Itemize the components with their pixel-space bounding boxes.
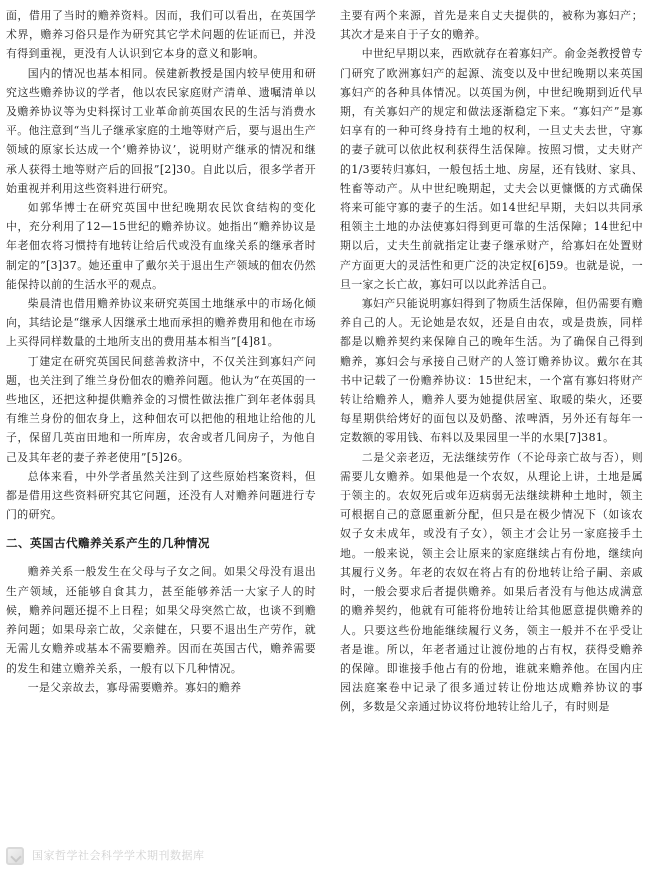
paragraph: 中世纪早期以来，西欧就存在着寡妇产。俞金尧教授曾专门研究了欧洲寡妇产的起源、流变以及中世纪晚期以来英国寡妇产的各种具体情况。以英国为例，中世纪晚期到近代早期，有关寡妇产的规定和做法逐渐稳定下来。“寡妇产”是寡妇享有的一种可终身持有土地的权利，一旦丈夫去世，守寡的妻子就可以依此权利获得生活保障。按照习惯，丈夫财产的1/3要转归寡妇，一般包括土地、房屋，还有钱财、家具、牲畜等动产。从中世纪晚期起，丈夫会以更慷慨的方式确保将来可能守寡的妻子的生活。如14世纪早期，夫妇以共同承租领主土地的办法使寡妇得到更可靠的生活保障；14世纪中期以后，丈夫生前就指定让妻子继承财产，给寡妇在处置财产方面更大的灵活性和更广泛的决定权[6]59。也就是说，一旦一家之长亡故，寡妇可以以此养活自己。 <box>340 47 643 291</box>
paragraph: 主要有两个来源，首先是来自丈夫提供的，被称为寡妇产；其次才是来自于子女的赡养。 <box>340 9 643 42</box>
page-footer <box>0 843 655 869</box>
paragraph: 丁建定在研究英国民间慈善救济中，不仅关注到寡妇产问题，也关注到了维兰身份佃农的赡养问题。他认为“在英国的一些地区，还把这种提供赡养金的习惯性做法推广到年老体弱具有维兰身份的佃农身上，这种佃农可以把他的租地让给他的儿子，保留几英亩田地和一所库房，农舍或者几间房子，为他自己及其年老的妻子养老使用”[5]26。 <box>6 354 316 464</box>
paragraph: 寡妇产只能说明寡妇得到了物质生活保障，但仍需要有赡养自己的人。无论她是农奴，还是自由农，或是贵族，同样都是以赡养契约来保障自己的晚年生活。为了确保自己得到赡养，寡妇会与承接自己财产的人签订赡养协议。戴尔在其书中记载了一份赡养协议：15世纪末，一个富有寡妇将财产转让给赡养人，赡养人要为她提供居室、取暖的柴火，还要每星期供给烤好的面包以及奶酪、浓啤酒，另外还有每年一定数额的零用钱、布料以及果园里一半的水果[7]381。 <box>340 297 643 445</box>
paragraph: 如郭华博士在研究英国中世纪晚期农民饮食结构的变化中，充分利用了12—15世纪的赡养协议。她指出“赡养协议是年老佃农将习惯持有地转让给后代或没有血缘关系的继承者时制定的”[3]37。她还重申了戴尔关于退出生产领域的佃农仍然能保持以前的生活水平的观点。 <box>6 201 316 291</box>
paragraph: 赡养关系一般发生在父母与子女之间。如果父母没有退出生产领域，还能够自食其力，甚至能够养活一大家子人的时候，赡养问题还提不上日程；如果父母突然亡故，也谈不到赡养问题；如果母亲亡故，父亲健在，只要不退出生产劳作，就无需儿女赡养或基本不需要赡养。因而在英国古代，赡养需要的发生和建立赡养关系，一般有以下几种情况。 <box>6 565 316 675</box>
right-column <box>340 6 643 717</box>
paragraph: 面，借用了当时的赡养资料。因而，我们可以看出，在英国学术界，赡养习俗只是作为研究其它学术问题的佐证而已，并没有得到重视，更没有人认识到它本身的意义和影响。 <box>6 9 316 61</box>
left-column <box>6 6 316 697</box>
watermark: 国家哲学社会科学学术期刊数据库 <box>32 849 205 862</box>
paragraph: 柴晨清也借用赡养协议来研究英国土地继承中的市场化倾向，其结论是“继承人因继承土地而承担的赡养费用和他在市场上买得同样数量的土地所支出的费用基本相当”[4]81。 <box>6 297 316 349</box>
paragraph: 总体来看，中外学者虽然关注到了这些原始档案资料，但都是借用这些资料研究其它问题，还没有人对赡养问题进行专门的研究。 <box>6 469 316 522</box>
paragraph: 一是父亲故去，寡母需要赡养。寡妇的赡养 <box>27 680 242 694</box>
database-logo-icon <box>6 847 24 865</box>
paragraph: 二是父亲老迈，无法继续劳作（不论母亲亡故与否），则需要儿女赡养。如果他是一个农奴，从理论上讲，土地是属于领主的。农奴死后或年迈病弱无法继续耕种土地时，领主可根据自己的意愿重新分配，但只是在极少情况下（如该农奴子女未成年，或没有子女），领主才会让另一家庭接手土地。一般来说，领主会让原来的家庭继续占有份地，继续向其履行义务。年老的农奴在将占有的份地转让给子嗣、亲戚时，一般会要求后者提供赡养。如果后者没有与他达成满意的赡养契约，他就有可能将份地转让给其他愿意提供赡养的人。只要这些份地能继续履行义务，领主一般并不在乎受让者是谁。所以，年老者通过让渡份地的占有权，获得受赡养的保障。即谁接手他占有的份地，谁就来赡养他。在国内庄园法庭案卷中记录了很多通过转让份地达成赡养协议的事例，多数是父亲通过协议将份地转让给儿子，有时则是 <box>340 450 643 714</box>
paragraph: 国内的情况也基本相同。侯建新教授是国内较早使用和研究这些赡养协议的学者，他以农民家庭财产清单、遗嘱清单以及赡养协议等为史料探讨工业革命前英国农民的生活与消费水平。他注意到“当儿子继承家庭的土地等财产后，要与退出生产领域的原家长达成一个‘赡养协议’，说明财产继承的情况和继承人获得土地等财产后的回报”[2]30。自此以后，很多学者开始重视并利用这些资料进行研究。 <box>6 66 316 195</box>
section-heading: 二、英国古代赡养关系产生的几种情况 <box>6 536 210 551</box>
